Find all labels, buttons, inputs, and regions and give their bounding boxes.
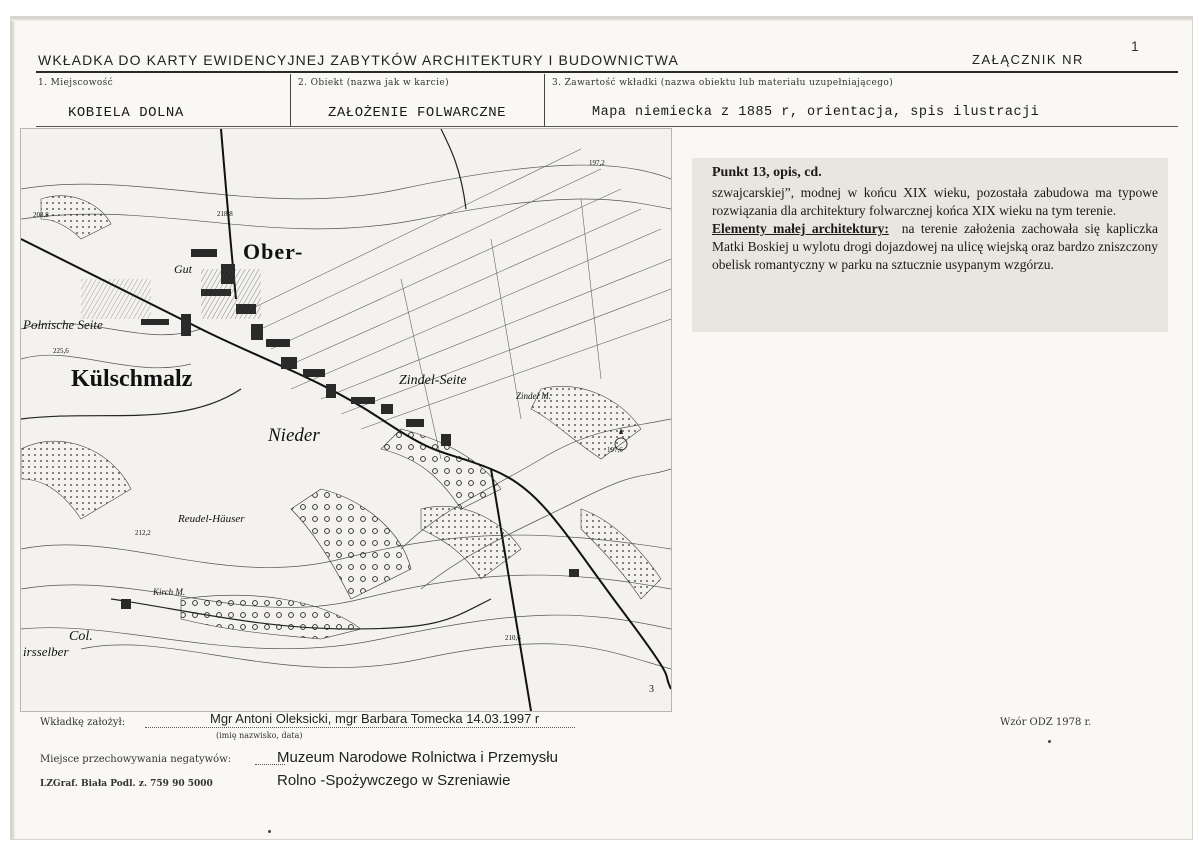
template-version: Wzór ODZ 1978 r.: [1000, 717, 1092, 728]
field-label-contents: 3. Zawartość wkładki (nazwa obiektu lub materiału uzupełniającego): [552, 78, 894, 88]
field-divider: [544, 74, 545, 126]
card-edge-top: [11, 17, 1192, 21]
map-label-irsselber: irsselber: [23, 644, 69, 659]
storage-line-1: Muzeum Narodowe Rolnictwa i Przemysłu: [277, 749, 558, 766]
map-label-reudel-hauser: Reudel-Häuser: [178, 513, 245, 525]
print-info: LZGraf. Biała Podl. z. 759 90 5000: [40, 779, 213, 789]
note-paragraph-2-text: na terenie założenia zachowała się kapliczka Matki Boskiej u wylotu drogi dojazdowej na ulicę wiejską oraz bardzo zniszczony obelisk romantyczny w parku na sztucznie usypanym wzgórzu.: [712, 221, 1158, 272]
fields-rule: [36, 126, 1178, 127]
storage-line-2: Rolno -Spożywczego w Szreniawie: [277, 772, 511, 789]
field-value-locality: KOBIELA DOLNA: [68, 105, 184, 121]
map-label-zindel-m: Zindel M.: [516, 391, 551, 401]
map-label-kirch-m: Kirch M.: [153, 587, 186, 597]
spot-height: 225,6: [53, 347, 69, 355]
speck: [1048, 740, 1051, 743]
map-label-polnische-seite: Polnische Seite: [23, 317, 103, 332]
field-value-contents: Mapa niemiecka z 1885 r, orientacja, spis ilustracji: [592, 105, 1040, 120]
field-label-locality: 1. Miejscowość: [38, 78, 114, 88]
header-rule: [36, 71, 1178, 73]
spot-height: 208,8: [33, 211, 49, 219]
storage-label: Miejsce przechowywania negatywów:: [40, 754, 232, 765]
page-number: 1: [1131, 38, 1139, 54]
spot-height: 197,6: [607, 446, 623, 454]
spot-height: 218,8: [217, 210, 233, 218]
note-heading: Punkt 13, opis, cd.: [712, 165, 822, 180]
author-hint: (imię nazwisko, data): [216, 731, 303, 740]
field-label-object: 2. Obiekt (nazwa jak w karcie): [298, 78, 449, 88]
description-note: [692, 158, 1168, 332]
speck: [268, 830, 271, 833]
map-label-gut: Gut: [174, 262, 192, 276]
map-label-kulschmalz: Külschmalz: [71, 366, 193, 392]
annex-number-label: ZAŁĄCZNIK NR: [972, 52, 1084, 67]
author-value: Mgr Antoni Oleksicki, mgr Barbara Tomecka 14.03.1997 r: [210, 711, 540, 726]
spot-height: 210,6: [505, 634, 521, 642]
note-paragraph-1: szwajcarskiej”, modnej w końcu XIX wieku, pozostała zabudowa ma typowe rozwiązania dla architektury folwarcznej końca XIX wieku na tym terenie.: [712, 185, 1158, 218]
field-value-object: ZAŁOŻENIE FOLWARCZNE: [328, 105, 507, 121]
map-drawing: [21, 129, 671, 711]
form-title: WKŁADKA DO KARTY EWIDENCYJNEJ ZABYTKÓW ARCHITEKTURY I BUDOWNICTWA: [38, 52, 679, 68]
spot-height: 212,2: [135, 529, 151, 537]
map-label-nieder: Nieder: [268, 425, 320, 446]
historic-map: [20, 128, 672, 712]
note-paragraph-2: [712, 220, 1158, 274]
map-label-ober: Ober-: [243, 239, 304, 264]
map-label-col: Col.: [69, 629, 93, 644]
map-label-zindel-seite: Zindel-Seite: [399, 373, 467, 388]
author-label: Wkładkę założył:: [40, 717, 126, 728]
note-subheading: Elementy małej architektury:: [712, 221, 889, 236]
field-divider: [290, 74, 291, 126]
card-edge: [11, 17, 15, 839]
map-sheet-number: 3: [649, 684, 654, 695]
spot-height: 197,2: [589, 159, 605, 167]
